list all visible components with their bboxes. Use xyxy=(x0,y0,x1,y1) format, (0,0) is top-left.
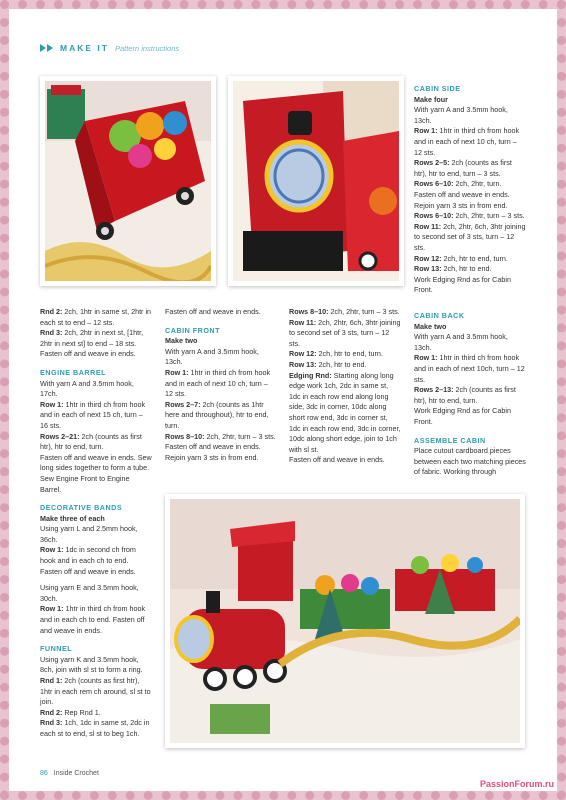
instruction-line xyxy=(165,442,277,463)
instruction-line xyxy=(40,545,152,577)
instruction-line xyxy=(165,347,277,368)
instruction-line xyxy=(165,307,277,318)
section-header xyxy=(40,43,179,53)
section-heading: CABIN BACK xyxy=(414,311,465,320)
instruction-line xyxy=(414,446,526,478)
instruction-line xyxy=(40,583,152,604)
instruction-line xyxy=(40,655,152,676)
make-count: Make two xyxy=(165,336,198,346)
site-watermark: PassionForum.ru xyxy=(479,779,554,789)
row-text: 2ch (counts as 1htr here and throughout), htr to end, turn. xyxy=(165,399,269,430)
row-label: Rows 6–10: xyxy=(414,211,454,221)
row-text: 2ch, 2htr in next st, [1htr, 2htr in next st] to end – 18 sts. Fasten off and weave in ends. xyxy=(40,328,144,359)
row-label: Rnd 1: xyxy=(40,676,63,685)
instruction-line xyxy=(414,222,526,254)
section-heading: CABIN SIDE xyxy=(414,84,461,93)
instruction-line xyxy=(289,455,401,466)
make-count: Make four xyxy=(414,94,448,104)
row-label: Row 11: xyxy=(289,317,317,327)
instruction-line xyxy=(414,332,526,353)
instruction-line xyxy=(414,126,526,158)
row-text: 2ch, htr to end, turn. xyxy=(316,349,383,359)
instruction-line xyxy=(40,400,152,432)
row-text: 2ch (counts as first htr), htr to end, turn. xyxy=(40,431,142,452)
row-text: 1htr in third ch from hook and in each of next 10 ch, turn – 12 sts. xyxy=(414,126,520,157)
magazine-name: Inside Crochet xyxy=(53,770,99,777)
row-text: Fasten off and weave in ends. xyxy=(289,455,385,465)
instruction-line xyxy=(414,211,526,222)
column-1 xyxy=(40,307,152,740)
column-4-top xyxy=(414,76,526,296)
instruction-line xyxy=(414,406,526,427)
row-text: With yarn A and 3.5mm hook, 13ch. xyxy=(165,346,259,367)
instruction-line xyxy=(289,318,401,350)
row-label: Rows 2–5: xyxy=(414,158,450,168)
column-3 xyxy=(289,307,401,466)
row-text: 2ch, 2htr, turn. xyxy=(453,179,502,189)
row-text: Fasten off and weave in ends. Rejoin yarn 3 sts in from end. xyxy=(165,442,261,462)
row-label: Rows 6–10: xyxy=(414,179,454,189)
row-text: Work Edging Rnd as for Cabin Front. xyxy=(414,406,511,426)
row-text: 2ch, htr to end. xyxy=(316,359,367,369)
row-label: Rnd 2: xyxy=(40,707,63,717)
instruction-line xyxy=(414,254,526,265)
instruction-line xyxy=(40,718,152,739)
row-text: 2ch (counts as first htr), 1htr in each rem ch around, sl st to join. xyxy=(40,676,151,707)
row-label: Row 1: xyxy=(414,126,438,136)
photo-engine-front xyxy=(228,76,404,286)
row-text: 2ch, 2htr, 6ch, 3htr joining to second set of 3 sts, turn – 12 sts. xyxy=(414,221,526,252)
row-text: 1htr in third ch from hook and in each of next 15 ch, turn – 16 sts. xyxy=(40,399,146,430)
instruction-line xyxy=(414,105,526,126)
row-text: Place cutout cardboard pieces between each two matching pieces of fabric. Working through xyxy=(414,446,526,477)
row-label: Rows 2–13: xyxy=(414,385,454,395)
row-label: Row 11: xyxy=(414,221,442,231)
row-text: 1htr in third ch from hook and in each of next 10 ch, turn – 12 sts. xyxy=(165,367,271,399)
row-label: Rnd 3: xyxy=(40,718,63,728)
instruction-line xyxy=(165,368,277,400)
instruction-line xyxy=(289,371,401,456)
row-text: 1htr in third ch from hook and in each of next 10ch, turn – 12 sts. xyxy=(414,353,525,384)
instruction-line xyxy=(40,432,152,453)
row-label: Rows 2–7: xyxy=(165,399,201,409)
instruction-line xyxy=(165,400,277,432)
instruction-line xyxy=(40,474,152,495)
section-heading: CABIN FRONT xyxy=(165,325,221,335)
row-label: Rnd 3: xyxy=(40,328,63,338)
row-label: Row 1: xyxy=(165,367,189,377)
instruction-line xyxy=(414,158,526,179)
instruction-line xyxy=(414,190,526,211)
instruction-line xyxy=(289,349,401,360)
page-number: 86 xyxy=(40,770,48,777)
row-text: Work Edging Rnd as for Cabin Front. xyxy=(414,274,511,295)
row-text: 2ch, 2htr, turn – 3 sts. xyxy=(328,307,400,316)
row-label: Row 1: xyxy=(414,353,438,363)
row-text: With yarn A and 3.5mm hook, 13ch. xyxy=(414,332,508,352)
instruction-line xyxy=(40,453,152,474)
column-4-bottom xyxy=(414,303,526,478)
row-text: Sew Engine Front to Engine Barrel. xyxy=(40,473,130,494)
photo-cabin-car xyxy=(40,76,216,286)
row-text: With yarn A and 3.5mm hook, 17ch. xyxy=(40,378,134,399)
row-label: Row 13: xyxy=(289,359,317,369)
instruction-line xyxy=(414,275,526,296)
row-text: 1dc in second ch from hook and in each ch to end. Fasten off and weave in ends. xyxy=(40,545,136,576)
row-label: Row 1: xyxy=(40,399,64,409)
row-label: Row 12: xyxy=(289,349,317,359)
row-text: Fasten off and weave in ends. Rejoin yarn 3 sts in from end. xyxy=(414,189,510,210)
instruction-line xyxy=(40,604,152,636)
row-label: Edging Rnd: xyxy=(289,370,332,380)
row-label: Row 1: xyxy=(40,604,64,614)
row-text: 1htr in third ch from hook and in each ch to end. Fasten off and weave in ends. xyxy=(40,604,146,635)
row-text: 2ch, 1htr in same st, 2htr in each st to end – 12 sts. xyxy=(40,307,152,327)
row-text: Using yarn K and 3.5mm hook, 8ch, join with sl st to form a ring. xyxy=(40,654,143,675)
row-text: With yarn A and 3.5mm hook, 13ch. xyxy=(414,105,508,125)
instruction-line xyxy=(40,524,152,545)
row-text: Fasten off and weave in ends. xyxy=(165,307,261,316)
row-label: Row 12: xyxy=(414,253,442,263)
section-heading: FUNNEL xyxy=(40,644,73,654)
instruction-line xyxy=(414,179,526,190)
make-count: Make three of each xyxy=(40,513,105,523)
instruction-line xyxy=(40,379,152,400)
make-it-label: MAKE IT xyxy=(60,43,109,53)
row-text: Starting along long edge work 1ch, 2dc in same st, 1dc in each row end along long side, 3dc in corner, 10dc along short row end, 3dc in corner st, 1dc in each row end, 3dc in corner, 10dc along short edge, join to 1ch with sl st. xyxy=(289,370,401,454)
column-2 xyxy=(165,307,277,463)
row-text: Fasten off and weave in ends. Sew long sides together to form a tube. xyxy=(40,452,152,473)
row-text: 1ch, 1dc in same st, 2dc in each st to end, sl st to beg 1ch. xyxy=(40,718,150,738)
row-text: 2ch (counts as first htr), htr to end, turn – 3 sts. xyxy=(414,158,512,178)
row-label: Rows 8–10: xyxy=(289,307,329,316)
row-label: Rows 8–10: xyxy=(165,431,205,441)
instruction-line xyxy=(289,307,401,318)
row-text: Using yarn E and 3.5mm hook, 30ch. xyxy=(40,583,139,603)
instruction-line xyxy=(414,385,526,406)
instruction-line xyxy=(165,432,277,443)
double-arrow-icon xyxy=(40,44,54,52)
page-footer xyxy=(40,770,99,777)
row-label: Rows 2–21: xyxy=(40,431,80,441)
row-text: 2ch, htr to end. xyxy=(441,264,492,274)
instruction-line xyxy=(40,328,152,360)
row-text: Rep Rnd 1. xyxy=(62,707,101,717)
instruction-line xyxy=(40,708,152,719)
row-text: 2ch, htr to end, turn. xyxy=(441,253,508,263)
make-count: Make two xyxy=(414,321,447,331)
row-label: Row 13: xyxy=(414,264,442,274)
instruction-line xyxy=(40,307,152,328)
instruction-line xyxy=(289,360,401,371)
instruction-line xyxy=(414,353,526,385)
row-label: Rnd 2: xyxy=(40,307,63,316)
row-text: 2ch, 2htr, 6ch, 3htr joining to second set of 3 sts, turn – 12 sts. xyxy=(289,317,401,348)
row-text: 2ch, 2htr, turn – 3 sts. xyxy=(204,431,276,441)
row-label: Row 1: xyxy=(40,545,64,555)
row-text: 2ch (counts as first htr), htr to end, turn. xyxy=(414,385,516,405)
instruction-line xyxy=(414,264,526,275)
section-subtitle: Pattern instructions xyxy=(114,43,180,53)
instruction-line xyxy=(40,676,152,708)
photo-train-scene xyxy=(165,494,525,748)
section-heading: ASSEMBLE CABIN xyxy=(414,435,486,445)
section-heading: DECORATIVE BANDS xyxy=(40,503,123,513)
row-text: 2ch, 2htr, turn – 3 sts. xyxy=(453,211,525,221)
section-heading: ENGINE BARREL xyxy=(40,367,107,377)
row-text: Using yarn L and 2.5mm hook, 36ch. xyxy=(40,524,138,544)
